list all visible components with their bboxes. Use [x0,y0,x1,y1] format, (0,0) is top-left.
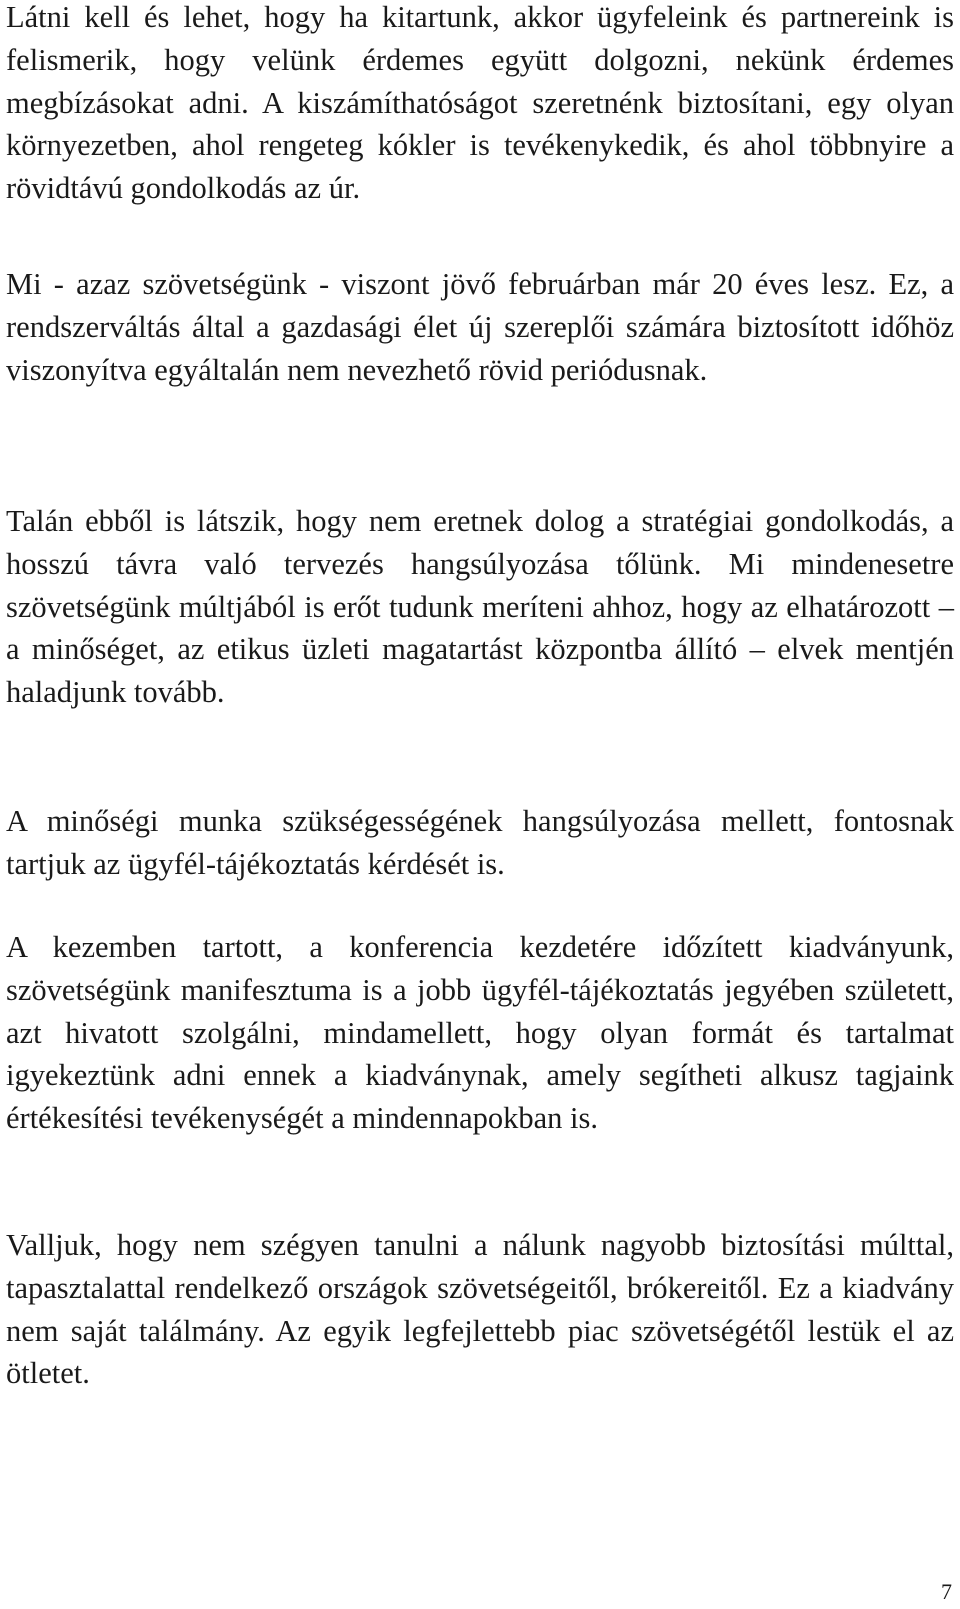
paragraph-1: Látni kell és lehet, hogy ha kitartunk, akkor ügyfeleink és partnereink is felismerik, hogy velünk érdemes együtt dolgozni, nekünk érdemes megbízásokat adni. A kiszámíthatóságot szeretnénk biztosítani, egy olyan környezetben, ahol rengeteg kókler is tevékenykedik, és ahol többnyire a rövidtávú gondolkodás az úr. [6,0,954,206]
paragraph-2: Mi - azaz szövetségünk - viszont jövő februárban már 20 éves lesz. Ez, a rendszerváltás által a gazdasági élet új szereplői számára biztosított időhöz viszonyítva egyáltalán nem nevezhető rövid periódusnak. [6,267,954,387]
paragraph-4: A minőségi munka szükségességének hangsúlyozása mellett, fontosnak tartjuk az ügyfél-tájékoztatás kérdését is. [6,804,954,881]
paragraph-5: A kezemben tartott, a konferencia kezdetére időzített kiadványunk, szövetségünk manifesztuma is a jobb ügyfél-tájékoztatás jegyében született, azt hivatott szolgálni, mindamellett, hogy olyan formát és tartalmat igyekeztünk adni ennek a kiadványnak, amely segítheti alkusz tagjaink értékesítési tevékenységét a mindennapokban is. [6,930,954,1136]
paragraph-3: Talán ebből is látszik, hogy nem eretnek dolog a stratégiai gondolkodás, a hosszú távra való tervezés hangsúlyozása tőlünk. Mi mindenesetre szövetségünk múltjából is erőt tudunk meríteni ahhoz, hogy az elhatározott – a minőséget, az etikus üzleti magatartást központba állító – elvek mentjén haladjunk tovább. [6,504,954,710]
page-number: 7 [941,1579,952,1604]
paragraph-6: Valljuk, hogy nem szégyen tanulni a nálunk nagyobb biztosítási múlttal, tapasztalattal rendelkező országok szövetségeitől, brókereitől. Ez a kiadvány nem saját találmány. Az egyik legfejlettebb piac szövetségétől lestük el az ötletet. [6,1228,954,1391]
